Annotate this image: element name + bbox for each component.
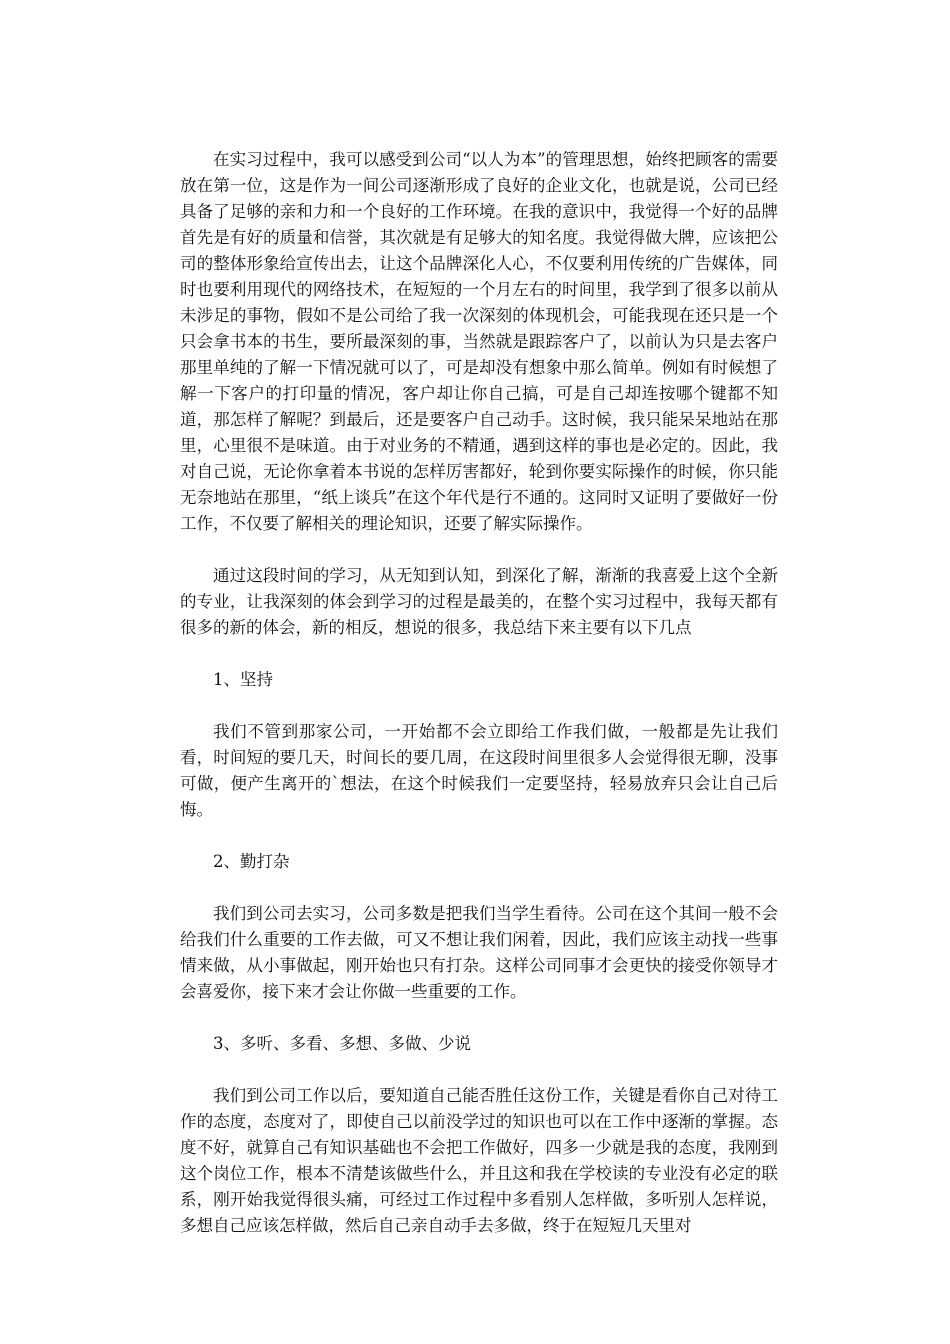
paragraph-internship-reflection: 在实习过程中，我可以感受到公司“以人为本”的管理思想，始终把顾客的需要放在第一位，这是作为一间公司逐渐形成了良好的企业文化，也就是说，公司已经具备了足够的亲和力和一个良好的工作环境。在我的意识中，我觉得一个好的品牌首先是有好的质量和信誉，其次就是有足够大的知名度。我觉得做大牌，应该把公司的整体形象给宣传出去，让这个品牌深化人心，不仅要利用传统的广告媒体，同时也要利用现代的网络技术，在短短的一个月左右的时间里，我学到了很多以前从未涉足的事物，假如不是公司给了我一次深刻的体现机会，可能我现在还只是一个只会拿书本的书生，要所最深刻的事，当然就是跟踪客户了，以前认为只是去客户那里单纯的了解一下情况就可以了，可是却没有想象中那么简单。例如有时候想了解一下客户的打印量的情况，客户却让你自己搞，可是自己却连按哪个键都不知道，那怎样了解呢？到最后，还是要客户自己动手。这时候，我只能呆呆地站在那里，心里很不是味道。由于对业务的不精通，遇到这样的事也是必定的。因此，我对自己说，无论你拿着本书说的怎样厉害都好，轮到你要实际操作的时候，你只能无奈地站在那里，“纸上谈兵”在这个年代是行不通的。这同时又证明了要做好一份工作，不仅要了解相关的理论知识，还要了解实际操作。 [180,150,778,533]
document-body [180,147,778,1265]
heading-listen-watch-think: 3、多听、多看、多想、多做、少说 [213,1034,471,1053]
paragraph-persist: 我们不管到那家公司，一开始都不会立即给工作我们做，一般都是先让我们看，时间短的要几天，时间长的要几周，在这段时间里很多人会觉得很无聊，没事可做，便产生离开的`想法，在这个时候我们一定要坚持，轻易放弃只会让自己后悔。 [180,722,778,819]
heading-persist: 1、坚持 [213,670,273,689]
paragraph-learning-summary: 通过这段时间的学习，从无知到认知，到深化了解，渐渐的我喜爱上这个全新的专业，让我深刻的体会到学习的过程是最美的，在整个实习过程中，我每天都有很多的新的体会，新的相反，想说的很多，我总结下来主要有以下几点 [180,566,778,637]
paragraph-attitude: 我们到公司工作以后，要知道自己能否胜任这份工作，关键是看你自己对待工作的态度，态度对了，即使自己以前没学过的知识也可以在工作中逐渐的掌握。态度不好，就算自己有知识基础也不会把工作做好，四多一少就是我的态度，我刚到这个岗位工作，根本不清楚该做些什么，并且这和我在学校读的专业没有必定的联系，刚开始我觉得很头痛，可经过工作过程中多看别人怎样做，多听别人怎样说，多想自己应该怎样做，然后自己亲自动手去多做，终于在短短几天里对 [180,1086,778,1235]
heading-odd-jobs: 2、勤打杂 [213,852,290,871]
paragraph-odd-jobs: 我们到公司去实习，公司多数是把我们当学生看待。公司在这个其间一般不会给我们什么重要的工作去做，可又不想让我们闲着，因此，我们应该主动找一些事情来做，从小事做起，刚开始也只有打杂。这样公司同事才会更快的接受你领导才会喜爱你，接下来才会让你做一些重要的工作。 [180,904,778,1001]
